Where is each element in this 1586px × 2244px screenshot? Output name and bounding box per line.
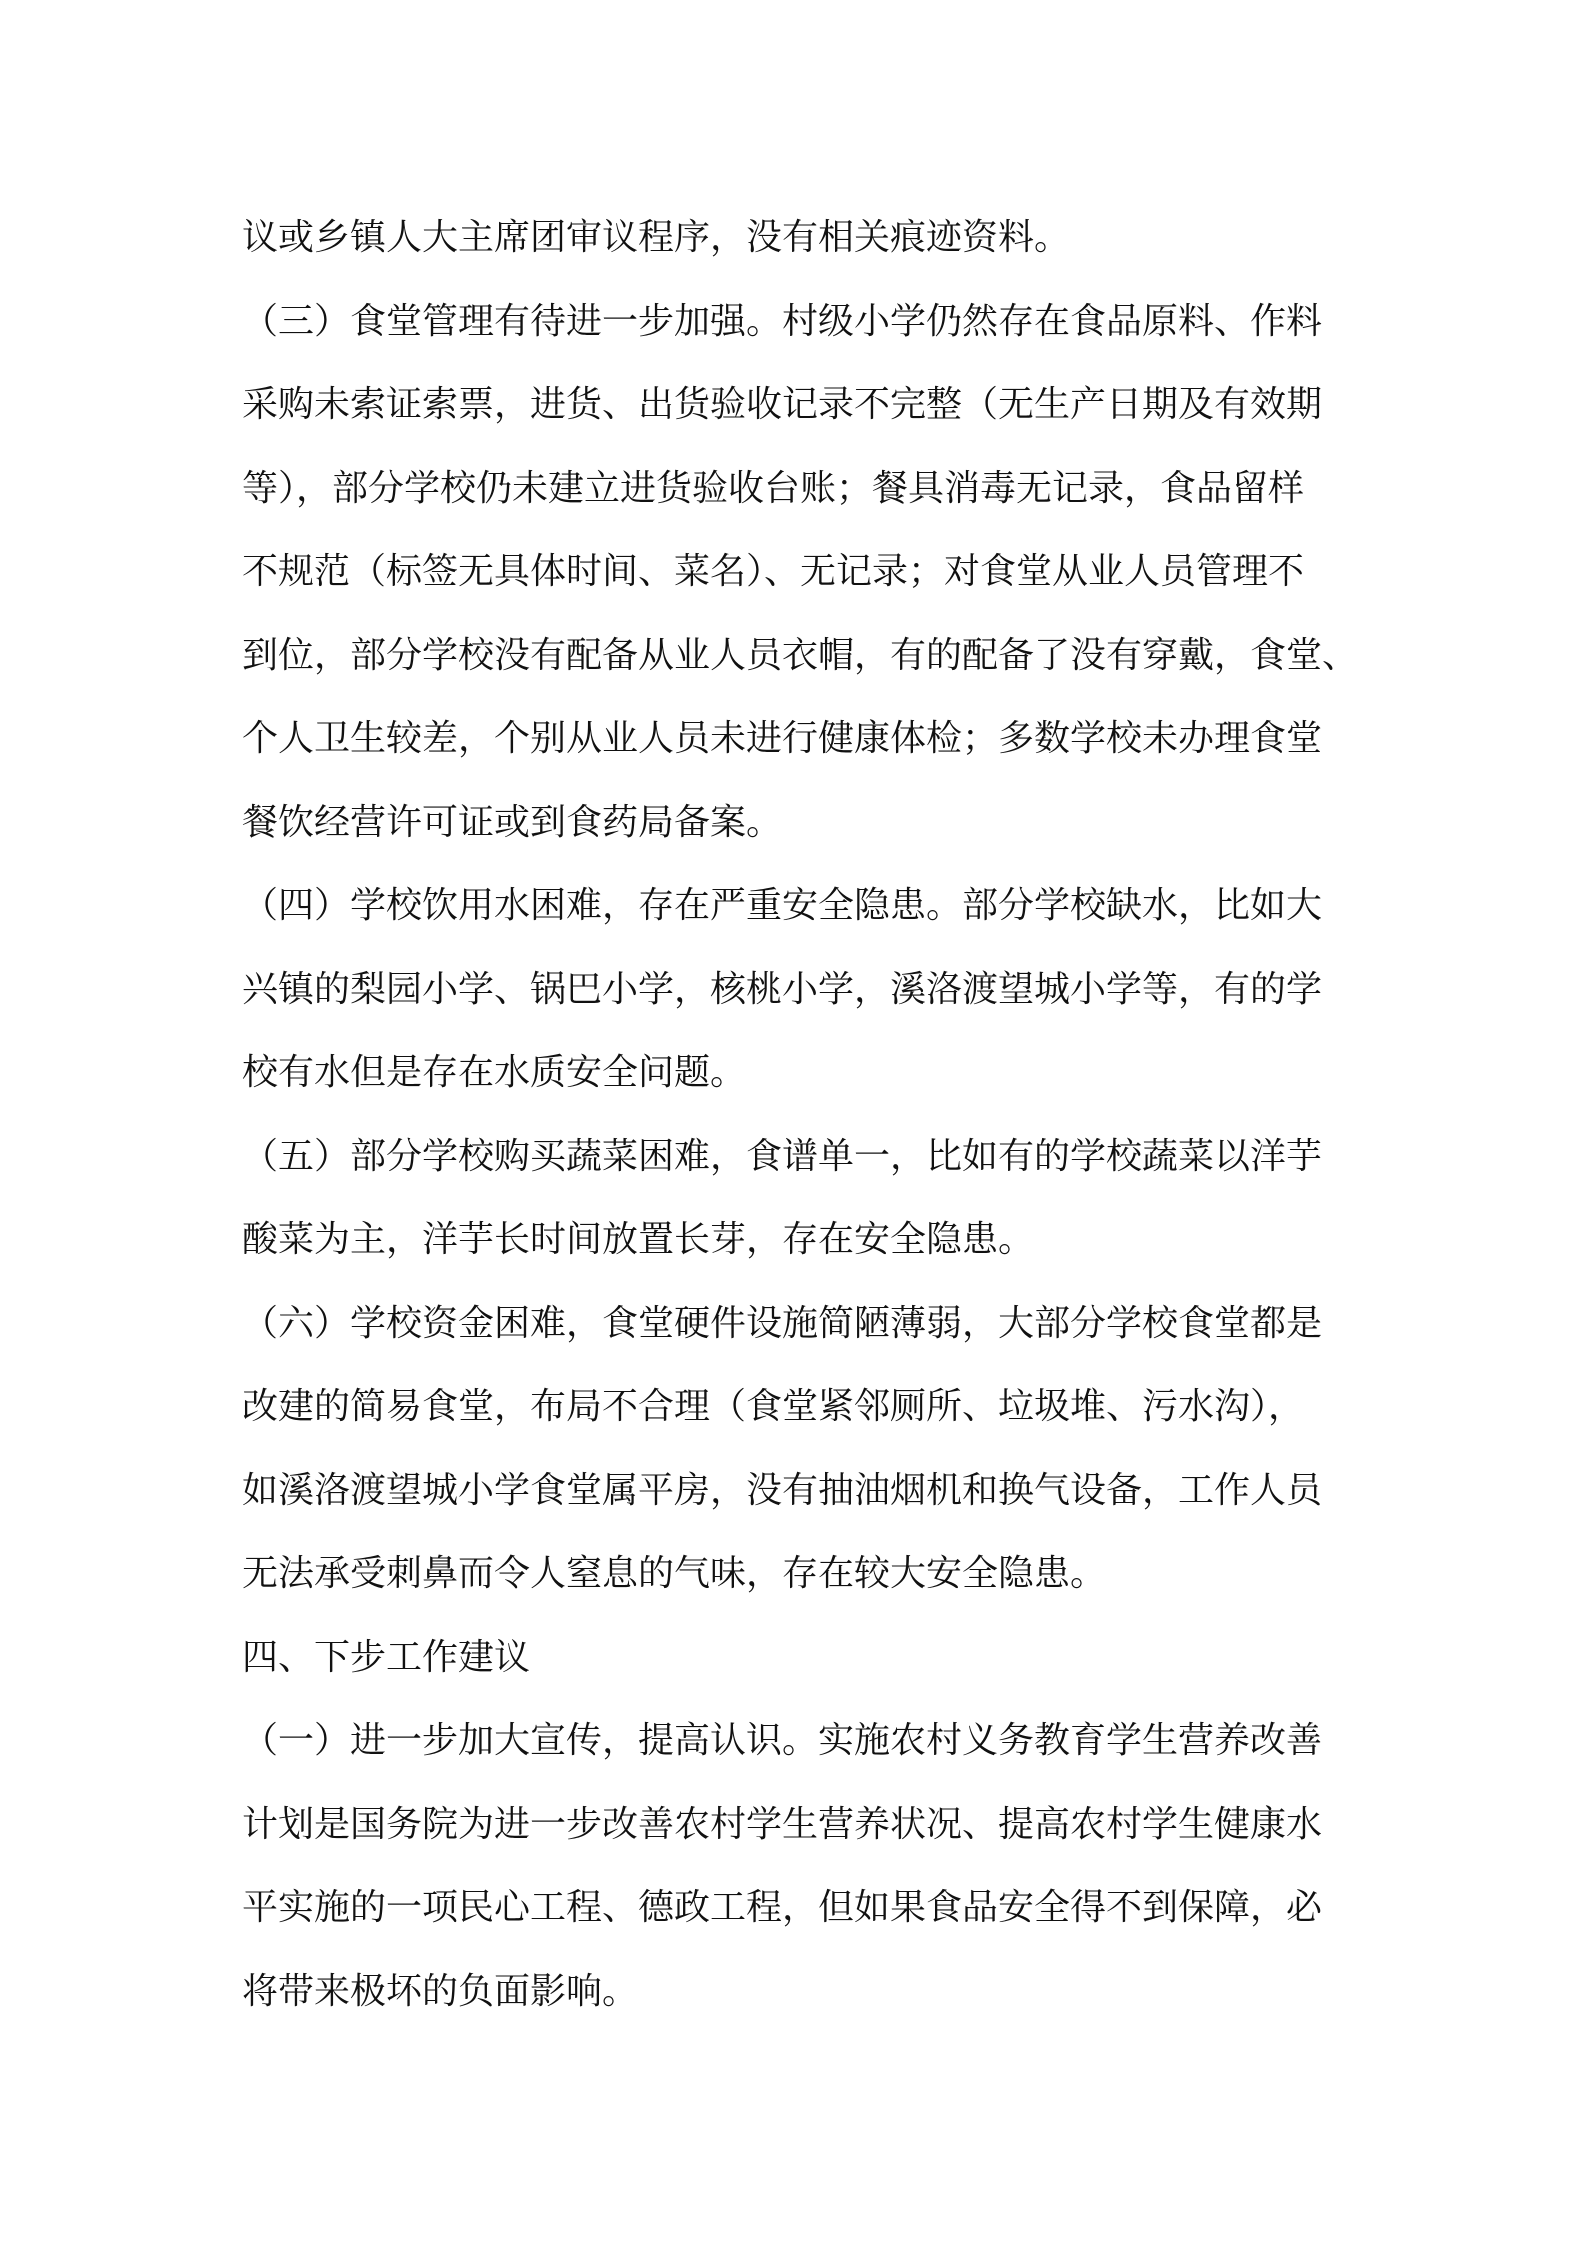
text-line: 到位，部分学校没有配备从业人员衣帽，有的配备了没有穿戴，食堂、 xyxy=(242,634,1359,676)
text-line: 平实施的一项民心工程、德政工程，但如果食品安全得不到保障，必 xyxy=(242,1887,1323,1928)
paragraph-approval-procedure xyxy=(242,196,1354,280)
text-line: （三）食堂管理有待进一步加强。村级小学仍然存在食品原料、作料 xyxy=(242,300,1323,342)
text-line: 兴镇的梨园小学、锅巴小学，核桃小学，溪洛渡望城小学等，有的学 xyxy=(242,968,1323,1010)
text-line: 无法承受刺鼻而令人窒息的气味，存在较大安全隐患。 xyxy=(242,1553,1107,1594)
paragraph-publicity xyxy=(242,1699,1354,2033)
text-line: （一）进一步加大宣传，提高认识。实施农村义务教育学生营养改善 xyxy=(242,1720,1323,1761)
text-line: 餐饮经营许可证或到食药局备案。 xyxy=(242,801,783,843)
paragraph-funding-difficulty xyxy=(242,1282,1354,1616)
text-line: 计划是国务院为进一步改善农村学生营养状况、提高农村学生健康水 xyxy=(242,1803,1323,1845)
paragraph-drinking-water xyxy=(242,864,1354,1115)
text-line: 采购未索证索票，进货、出货验收记录不完整（无生产日期及有效期 xyxy=(242,384,1323,425)
text-line: 校有水但是存在水质安全问题。 xyxy=(242,1052,747,1093)
paragraph-canteen-management xyxy=(242,280,1359,865)
text-line: 不规范（标签无具体时间、菜名）、无记录；对食堂从业人员管理不 xyxy=(242,551,1305,592)
text-line: 酸菜为主，洋芋长时间放置长芽，存在安全隐患。 xyxy=(242,1219,1035,1260)
paragraph-vegetable-purchase xyxy=(242,1115,1354,1282)
document-page xyxy=(242,196,1359,2033)
text-line: 等），部分学校仍未建立进货验收台账；餐具消毒无记录，食品留样 xyxy=(242,467,1305,509)
text-line: （四）学校饮用水困难，存在严重安全隐患。部分学校缺水，比如大 xyxy=(242,885,1323,926)
text-line: 个人卫生较差，个别从业人员未进行健康体检；多数学校未办理食堂 xyxy=(242,718,1323,759)
text-line: 议或乡镇人大主席团审议程序，没有相关痕迹资料。 xyxy=(242,217,1071,258)
text-line: （五）部分学校购买蔬菜困难，食谱单一，比如有的学校蔬菜以洋芋 xyxy=(242,1135,1323,1177)
text-line: 如溪洛渡望城小学食堂属平房，没有抽油烟机和换气设备，工作人员 xyxy=(242,1469,1323,1511)
section-heading-next-steps xyxy=(242,1616,1354,1700)
text-line: （六）学校资金困难，食堂硬件设施简陋薄弱，大部分学校食堂都是 xyxy=(242,1302,1323,1344)
section-heading-text: 四、下步工作建议 xyxy=(242,1636,531,1678)
text-line: 将带来极坏的负面影响。 xyxy=(242,1970,639,2012)
text-line: 改建的简易食堂，布局不合理（食堂紧邻厕所、垃圾堆、污水沟）， xyxy=(242,1386,1305,1427)
